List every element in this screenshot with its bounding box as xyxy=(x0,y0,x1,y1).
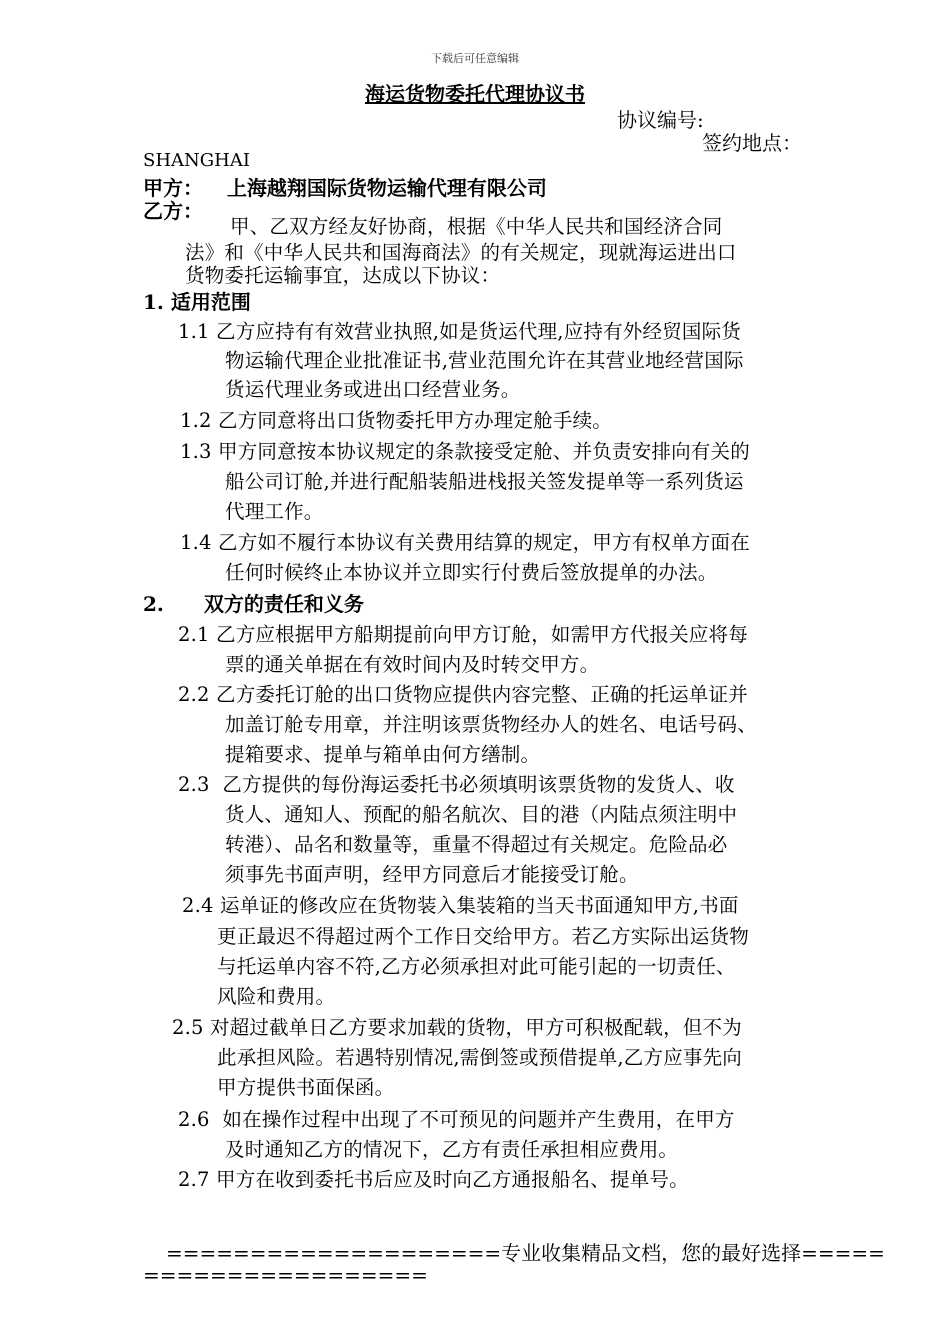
clause-line: 代理工作。 xyxy=(225,500,324,523)
clause-line: 2.6 如在操作过程中出现了不可预见的问题并产生费用，在甲方 xyxy=(178,1108,735,1131)
clause-line: 任何时候终止本协议并立即实行付费后签放提单的办法。 xyxy=(225,561,718,584)
footer-line: ====================专业收集精品文档，您的最好选择===== xyxy=(166,1241,885,1265)
clause-line: 票的通关单据在有效时间内及时转交甲方。 xyxy=(225,653,600,676)
clause-line: 2.3 乙方提供的每份海运委托书必须填明该票货物的发货人、收 xyxy=(178,773,735,796)
agreement-no-label: 协议编号: xyxy=(617,108,704,132)
clause-line: 1.1 乙方应持有有效营业执照,如是货运代理,应持有外经贸国际货 xyxy=(178,320,742,343)
clause-line: 2.1 乙方应根据甲方船期提前向甲方订舱，如需甲方代报关应将每 xyxy=(178,623,748,646)
party-a-name: 上海越翔国际货物运输代理有限公司 xyxy=(226,176,547,200)
clause-line: 转港）、品名和数量等，重量不得超过有关规定。危险品必 xyxy=(225,833,728,856)
sign-place-value: SHANGHAI xyxy=(143,150,250,171)
clause-line: 与托运单内容不符,乙方必须承担对此可能引起的一切责任、 xyxy=(217,955,736,978)
section-heading: 2. 双方的责任和义务 xyxy=(143,592,364,616)
intro-line: 甲、乙双方经友好协商，根据《中华人民共和国经济合同 xyxy=(230,215,723,238)
clause-line: 2.5 对超过截单日乙方要求加载的货物，甲方可积极配载，但不为 xyxy=(172,1016,742,1039)
clause-line: 物运输代理企业批准证书,营业范围允许在其营业地经营国际 xyxy=(225,349,744,372)
document-title xyxy=(0,78,950,107)
clause-line: 货人、通知人、预配的船名航次、目的港（内陆点须注明中 xyxy=(225,803,738,826)
clause-line: 更正最迟不得超过两个工作日交给甲方。若乙方实际出运货物 xyxy=(217,925,749,948)
party-a xyxy=(143,172,547,201)
clause-line: 2.7 甲方在收到委托书后应及时向乙方通报船名、提单号。 xyxy=(178,1168,689,1191)
clause-line: 1.4 乙方如不履行本协议有关费用结算的规定，甲方有权单方面在 xyxy=(180,531,750,554)
intro-line: 法》和《中华人民共和国海商法》的有关规定，现就海运进出口 xyxy=(185,241,737,264)
clause-line: 此承担风险。若遇特别情况,需倒签或预借提单,乙方应事先向 xyxy=(217,1046,742,1069)
party-a-label: 甲方： xyxy=(143,176,203,200)
clause-line: 须事先书面声明，经甲方同意后才能接受订舱。 xyxy=(225,863,639,886)
section-heading: 1. 适用范围 xyxy=(143,290,251,314)
intro-line: 货物委托运输事宜，达成以下协议： xyxy=(185,264,501,287)
clause-line: 1.3 甲方同意按本协议规定的条款接受定舱、并负责安排向有关的 xyxy=(180,440,750,463)
clause-line: 风险和费用。 xyxy=(217,985,336,1008)
footer-line: ================= xyxy=(143,1263,428,1287)
clause-line: 加盖订舱专用章，并注明该票货物经办人的姓名、电话号码、 xyxy=(225,713,757,736)
clause-line: 船公司订舱,并进行配船装船进栈报关签发提单等一系列货运 xyxy=(225,470,744,493)
clause-line: 1.2 乙方同意将出口货物委托甲方办理定舱手续。 xyxy=(180,409,613,432)
clause-line: 货运代理业务或进出口经营业务。 xyxy=(225,378,521,401)
clause-line: 甲方提供书面保函。 xyxy=(217,1076,395,1099)
party-b-label: 乙方： xyxy=(143,199,203,223)
header-note: 下载后可任意编辑 xyxy=(431,52,519,65)
clause-line: 及时通知乙方的情况下，乙方有责任承担相应费用。 xyxy=(225,1138,679,1161)
title-text: 海运货物委托代理协议书 xyxy=(365,82,585,106)
clause-line: 提箱要求、提单与箱单由何方缮制。 xyxy=(225,743,541,766)
sign-place-label: 签约地点： xyxy=(702,131,802,155)
clause-line: 2.4 运单证的修改应在货物装入集装箱的当天书面通知甲方,书面 xyxy=(182,894,739,917)
clause-line: 2.2 乙方委托订舱的出口货物应提供内容完整、正确的托运单证并 xyxy=(178,683,748,706)
